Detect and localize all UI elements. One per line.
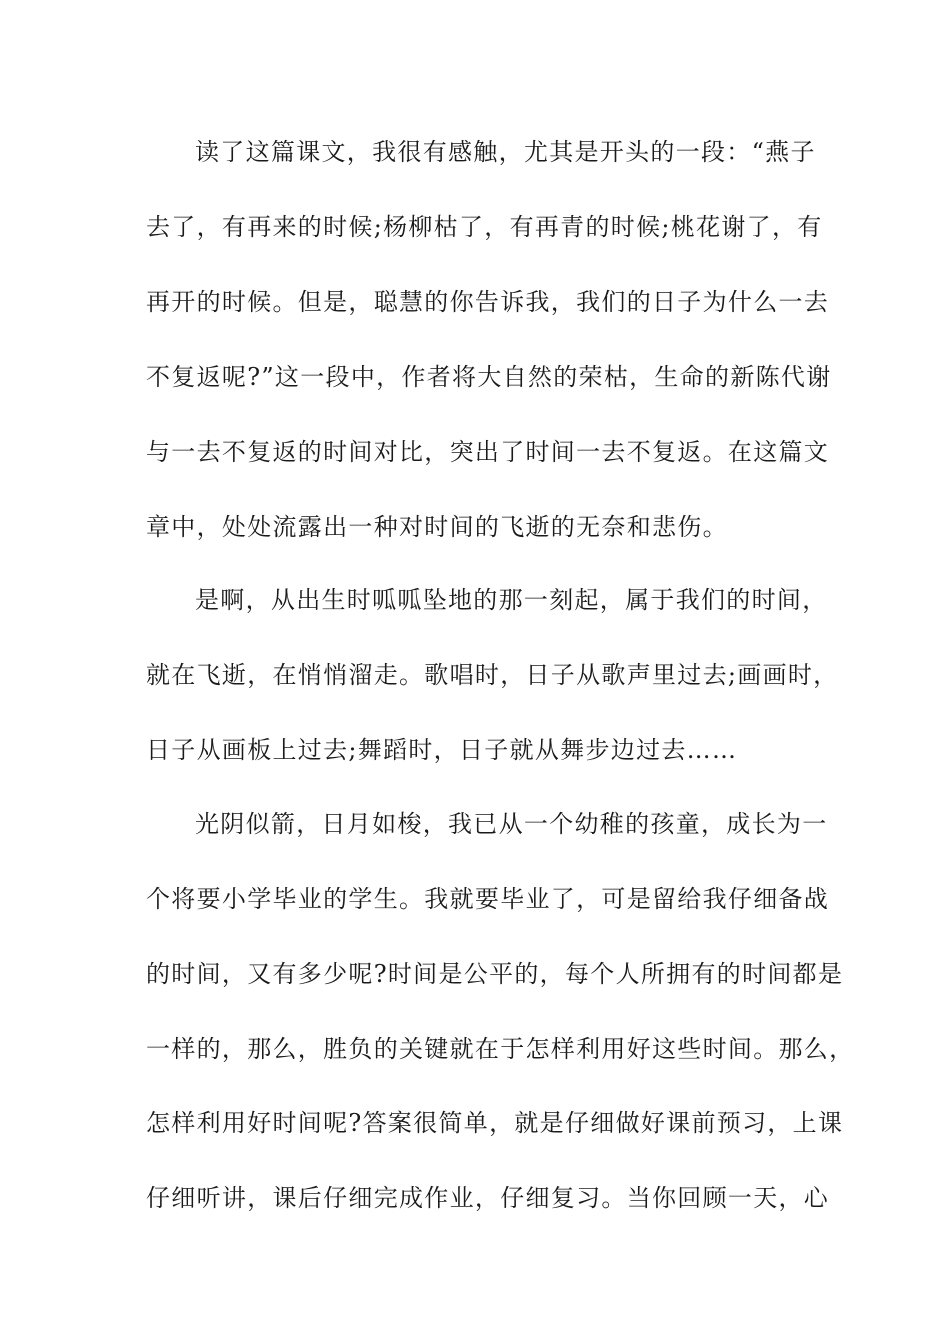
paragraph-3-line-1: 光阴似箭，日月如梭，我已从一个幼稚的孩童，成长为一: [195, 810, 828, 838]
paragraph-2-line-2: 就在飞逝，在悄悄溜走。歌唱时，日子从歌声里过去;画画时，: [146, 661, 839, 689]
paragraph-1-line-1: 读了这篇课文，我很有感触，尤其是开头的一段：“燕子: [195, 138, 816, 166]
paragraph-3-line-4: 一样的，那么，胜负的关键就在于怎样利用好这些时间。那么，: [146, 1035, 855, 1063]
paragraph-3-line-5: 怎样利用好时间呢?答案很简单，就是仔细做好课前预习，上课: [146, 1109, 844, 1137]
paragraph-2-line-1: 是啊，从出生时呱呱坠地的那一刻起，属于我们的时间，: [195, 586, 828, 614]
paragraph-2-line-3: 日子从画板上过去;舞蹈时，日子就从舞步边过去……: [146, 736, 738, 764]
paragraph-1-line-3: 再开的时候。但是，聪慧的你告诉我，我们的日子为什么一去: [146, 288, 830, 316]
paragraph-1-line-2: 去了，有再来的时候;杨柳枯了，有再青的时候;桃花谢了，有: [146, 213, 823, 241]
paragraph-3-line-2: 个将要小学毕业的学生。我就要毕业了，可是留给我仔细备战: [146, 885, 830, 913]
paragraph-1-line-4: 不复返呢?”这一段中，作者将大自然的荣枯，生命的新陈代谢: [146, 363, 832, 391]
paragraph-1-line-6: 章中，处处流露出一种对时间的飞逝的无奈和悲伤。: [146, 513, 728, 541]
paragraph-1-line-5: 与一去不复返的时间对比，突出了时间一去不复返。在这篇文: [146, 438, 830, 466]
paragraph-3-line-3: 的时间，又有多少呢?时间是公平的，每个人所拥有的时间都是: [146, 960, 844, 988]
paragraph-3-line-6: 仔细听讲，课后仔细完成作业，仔细复习。当你回顾一天，心: [146, 1184, 830, 1212]
